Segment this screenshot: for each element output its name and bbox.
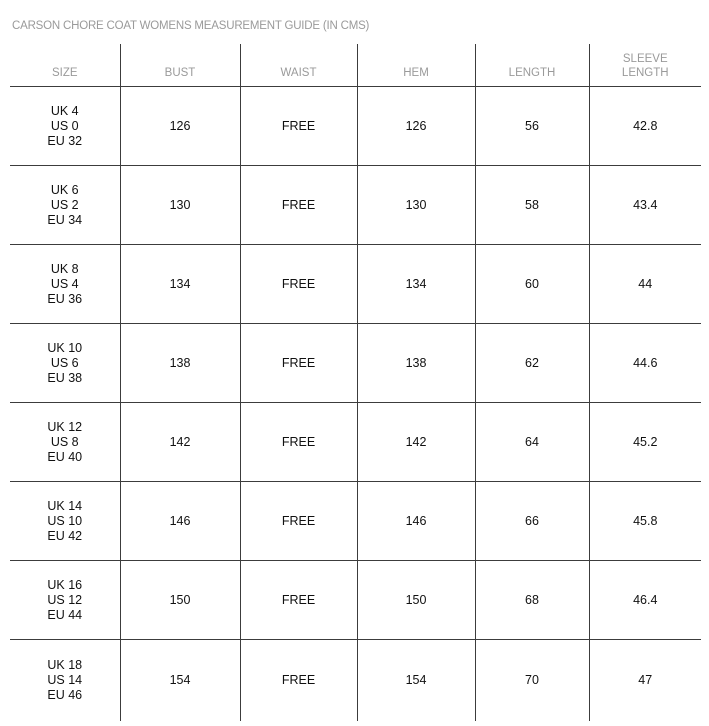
header-length: LENGTH bbox=[475, 44, 589, 87]
size-eu: EU 38 bbox=[47, 370, 83, 385]
waist-cell: FREE bbox=[240, 482, 357, 561]
waist-cell: FREE bbox=[240, 245, 357, 324]
size-cell bbox=[10, 561, 120, 640]
header-sleeve-line1: SLEEVE bbox=[622, 53, 668, 65]
table-row bbox=[10, 561, 701, 640]
table-row bbox=[10, 640, 701, 722]
size-cell bbox=[10, 324, 120, 403]
size-us: US 2 bbox=[50, 197, 79, 212]
size-us: US 12 bbox=[47, 592, 83, 607]
waist-cell: FREE bbox=[240, 87, 357, 166]
size-eu: EU 32 bbox=[47, 133, 83, 148]
size-us: US 0 bbox=[50, 118, 79, 133]
size-us: US 10 bbox=[47, 513, 83, 528]
size-us: US 8 bbox=[50, 434, 79, 449]
sleeve-cell: 42.8 bbox=[589, 87, 701, 166]
waist-cell: FREE bbox=[240, 166, 357, 245]
header-hem: HEM bbox=[357, 44, 475, 87]
size-uk: UK 4 bbox=[50, 103, 79, 118]
hem-cell: 150 bbox=[357, 561, 475, 640]
hem-cell: 142 bbox=[357, 403, 475, 482]
size-cell bbox=[10, 87, 120, 166]
size-us: US 14 bbox=[47, 673, 83, 687]
header-waist: WAIST bbox=[240, 44, 357, 87]
size-uk: UK 18 bbox=[47, 658, 83, 672]
size-cell bbox=[10, 640, 120, 722]
hem-cell: 126 bbox=[357, 87, 475, 166]
length-cell: 60 bbox=[475, 245, 589, 324]
bust-cell: 126 bbox=[120, 87, 240, 166]
hem-cell: 138 bbox=[357, 324, 475, 403]
hem-cell: 134 bbox=[357, 245, 475, 324]
waist-cell: FREE bbox=[240, 324, 357, 403]
bust-cell: 130 bbox=[120, 166, 240, 245]
bust-cell: 154 bbox=[120, 640, 240, 722]
table-row bbox=[10, 87, 701, 166]
size-uk: UK 16 bbox=[47, 577, 83, 592]
table-row bbox=[10, 166, 701, 245]
hem-cell: 130 bbox=[357, 166, 475, 245]
length-cell: 62 bbox=[475, 324, 589, 403]
sleeve-cell: 43.4 bbox=[589, 166, 701, 245]
size-eu: EU 36 bbox=[47, 291, 83, 306]
length-cell: 70 bbox=[475, 640, 589, 722]
size-us: US 4 bbox=[50, 276, 79, 291]
table-row bbox=[10, 482, 701, 561]
size-uk: UK 12 bbox=[47, 419, 83, 434]
bust-cell: 142 bbox=[120, 403, 240, 482]
bust-cell: 146 bbox=[120, 482, 240, 561]
size-eu: EU 34 bbox=[47, 212, 83, 227]
header-sleeve-line2: LENGTH bbox=[621, 67, 669, 79]
length-cell: 58 bbox=[475, 166, 589, 245]
size-cell bbox=[10, 403, 120, 482]
page-title: CARSON CHORE COAT WOMENS MEASUREMENT GUIDE (IN CMS) bbox=[12, 20, 370, 32]
size-uk: UK 6 bbox=[50, 182, 79, 197]
header-bust: BUST bbox=[120, 44, 240, 87]
sleeve-cell: 47 bbox=[589, 640, 701, 722]
table-body bbox=[10, 87, 701, 722]
size-uk: UK 10 bbox=[47, 340, 83, 355]
table-row bbox=[10, 324, 701, 403]
bust-cell: 134 bbox=[120, 245, 240, 324]
length-cell: 56 bbox=[475, 87, 589, 166]
size-eu: EU 40 bbox=[47, 449, 83, 464]
size-uk: UK 14 bbox=[47, 498, 83, 513]
sleeve-cell: 44 bbox=[589, 245, 701, 324]
size-eu: EU 46 bbox=[47, 688, 83, 702]
hem-cell: 154 bbox=[357, 640, 475, 722]
sleeve-cell: 44.6 bbox=[589, 324, 701, 403]
sleeve-cell: 46.4 bbox=[589, 561, 701, 640]
size-eu: EU 44 bbox=[47, 607, 83, 622]
size-uk: UK 8 bbox=[50, 261, 79, 276]
measurement-table bbox=[10, 44, 701, 721]
table-row bbox=[10, 245, 701, 324]
length-cell: 64 bbox=[475, 403, 589, 482]
sleeve-cell: 45.2 bbox=[589, 403, 701, 482]
size-cell bbox=[10, 166, 120, 245]
table-header-row bbox=[10, 44, 701, 87]
waist-cell: FREE bbox=[240, 640, 357, 722]
size-cell bbox=[10, 245, 120, 324]
waist-cell: FREE bbox=[240, 403, 357, 482]
bust-cell: 150 bbox=[120, 561, 240, 640]
header-size: SIZE bbox=[10, 44, 120, 87]
length-cell: 68 bbox=[475, 561, 589, 640]
waist-cell: FREE bbox=[240, 561, 357, 640]
table-row bbox=[10, 403, 701, 482]
size-us: US 6 bbox=[50, 355, 79, 370]
size-cell bbox=[10, 482, 120, 561]
length-cell: 66 bbox=[475, 482, 589, 561]
size-eu: EU 42 bbox=[47, 528, 83, 543]
header-sleeve-length bbox=[589, 44, 701, 87]
sleeve-cell: 45.8 bbox=[589, 482, 701, 561]
bust-cell: 138 bbox=[120, 324, 240, 403]
hem-cell: 146 bbox=[357, 482, 475, 561]
